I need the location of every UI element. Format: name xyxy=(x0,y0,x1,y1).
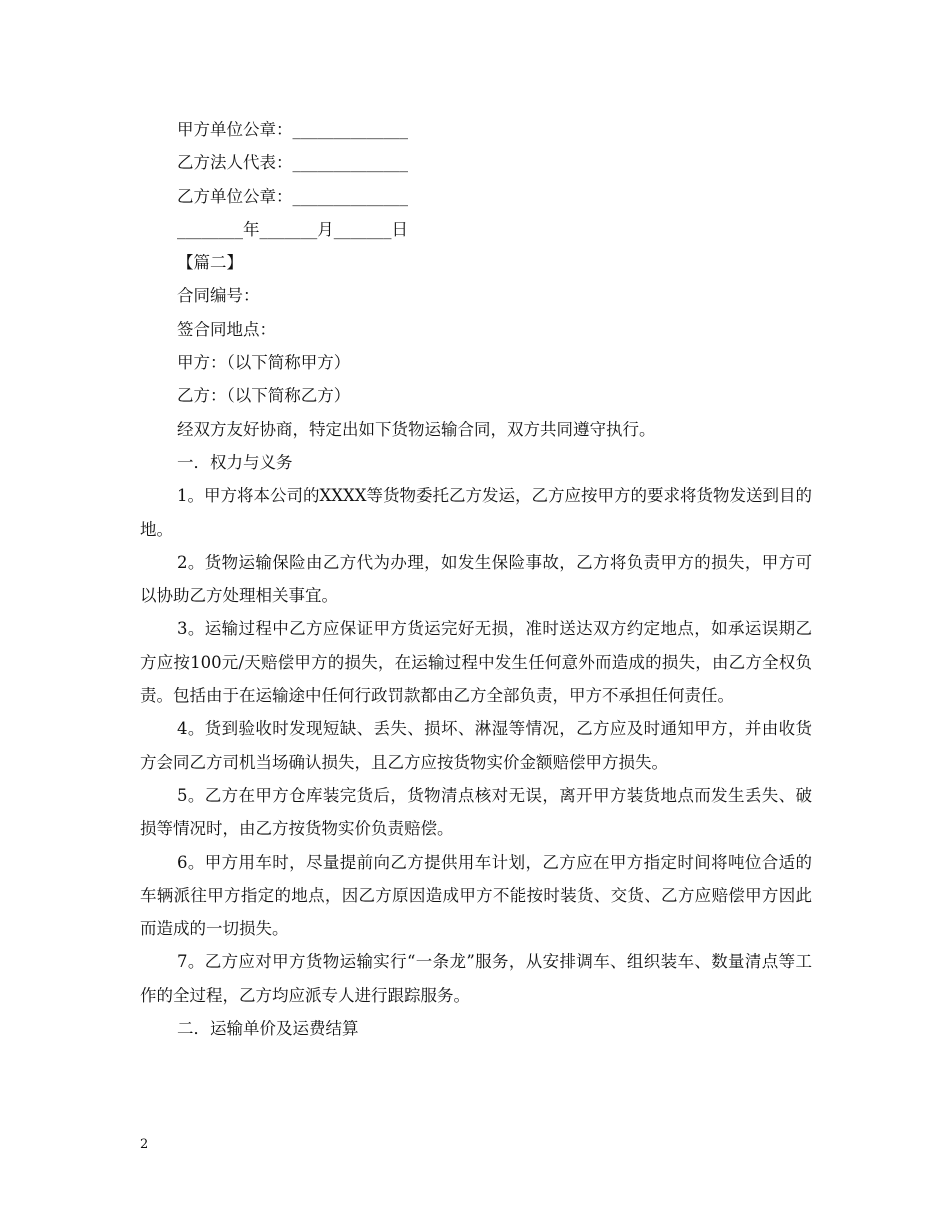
document-body xyxy=(140,113,812,1045)
clause-1-item-4: 4。货到验收时发现短缺、丢失、损坏、淋湿等情况，乙方应及时通知甲方，并由收货方会同乙方司机当场确认损失，且乙方应按货物实价金额赔偿甲方损失。 xyxy=(140,719,812,772)
page-number: 2 xyxy=(140,1137,149,1152)
clause-1-item-7: 7。乙方应对甲方货物运输实行“一条龙”服务，从安排调车、组织装车、数量清点等工作的全过程，乙方均应派专人进行跟踪服务。 xyxy=(140,952,812,1005)
party-b-line: 乙方：（以下简称乙方） xyxy=(177,386,351,406)
date-line: ________年_______月_______日 xyxy=(177,219,408,239)
clause-1-item-3: 3。运输过程中乙方应保证甲方货运完好无损，准时送达双方约定地点，如承运误期乙方应按100元/天赔偿甲方的损失，在运输过程中发生任何意外而造成的损失，由乙方全权负责。包括由于在运输途中任何行政罚款都由乙方全部负责，甲方不承担任何责任。 xyxy=(140,619,812,706)
clause-2-title: 二．运输单价及运费结算 xyxy=(177,1019,359,1039)
section-heading: 【篇二】 xyxy=(177,253,243,273)
clause-1-item-1: 1。甲方将本公司的XXXX等货物委托乙方发运，乙方应按甲方的要求将货物发送到目的地。 xyxy=(140,486,812,539)
intro-paragraph: 经双方友好协商，特定出如下货物运输合同，双方共同遵守执行。 xyxy=(177,419,656,439)
party-b-seal-line: 乙方单位公章：______________ xyxy=(177,186,408,206)
clause-1-title: 一．权力与义务 xyxy=(177,452,293,472)
party-a-seal-line: 甲方单位公章：______________ xyxy=(177,120,408,139)
clause-1-item-2: 2。货物运输保险由乙方代为办理，如发生保险事故，乙方将负责甲方的损失，甲方可以协助乙方处理相关事宜。 xyxy=(140,552,812,606)
party-b-representative-line: 乙方法人代表：______________ xyxy=(177,153,408,173)
signing-place-label: 签合同地点： xyxy=(177,319,276,339)
clause-1-item-6: 6。甲方用车时，尽量提前向乙方提供用车计划，乙方应在甲方指定时间将吨位合适的车辆派往甲方指定的地点，因乙方原因造成甲方不能按时装货、交货、乙方应赔偿甲方因此而造成的一切损失。 xyxy=(140,852,812,939)
party-a-line: 甲方：（以下简称甲方） xyxy=(177,353,351,373)
contract-number-label: 合同编号： xyxy=(177,286,260,306)
clause-1-item-5: 5。乙方在甲方仓库装完货后，货物清点核对无误，离开甲方装货地点而发生丢失、破损等情况时，由乙方按货物实价负责赔偿。 xyxy=(140,785,812,839)
